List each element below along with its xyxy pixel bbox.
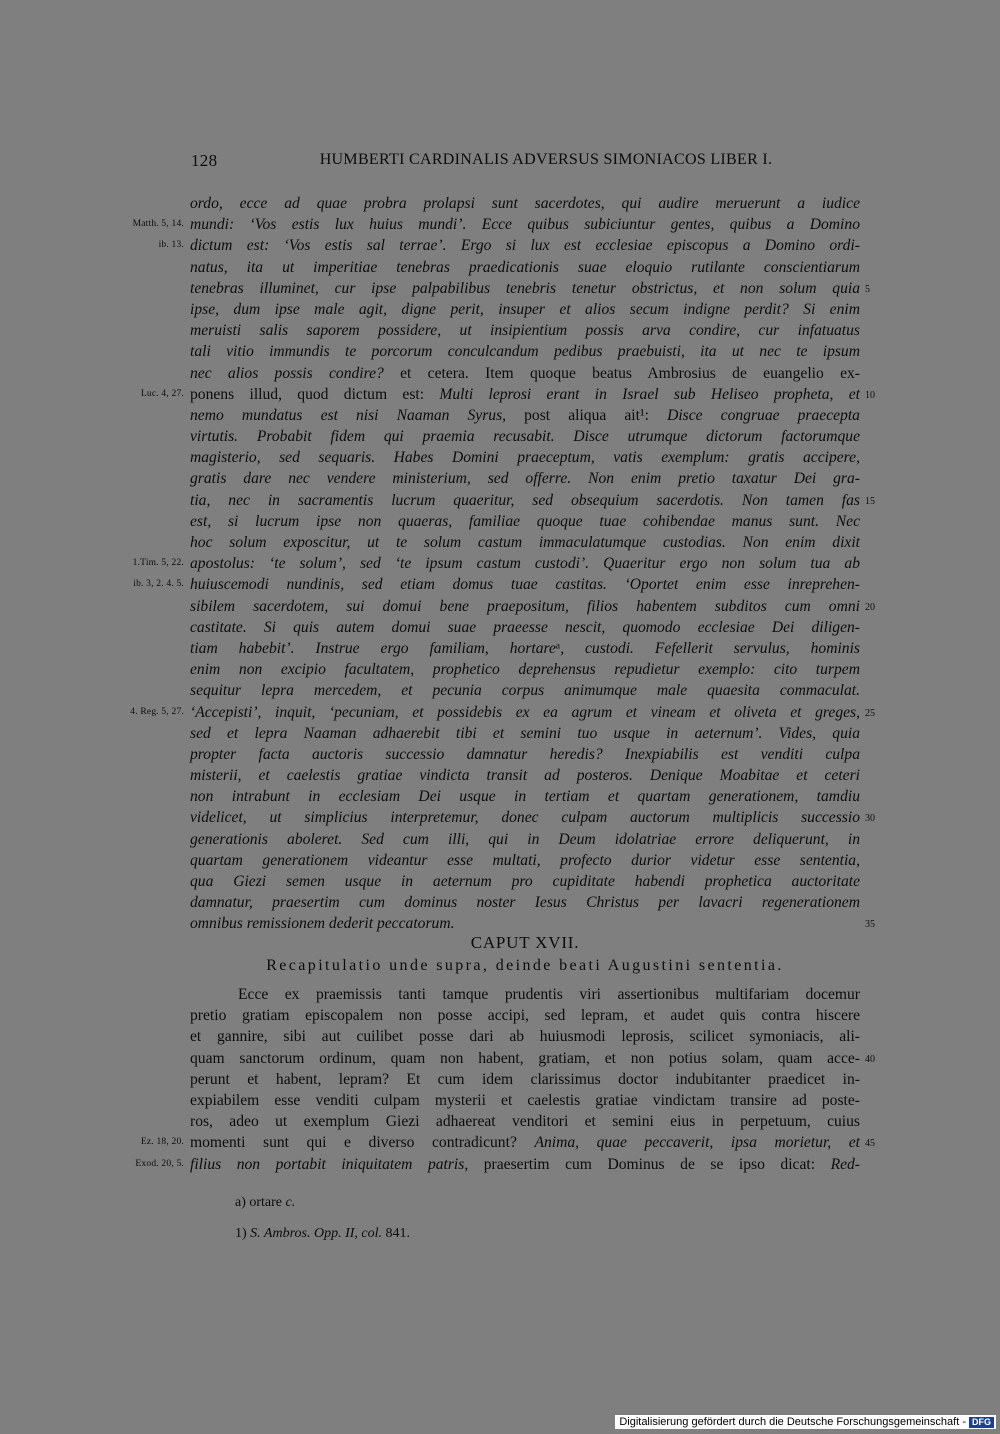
- line-text: [190, 447, 860, 468]
- line-text: [190, 1154, 860, 1175]
- line-text: [190, 490, 860, 511]
- text-run: nec alios possis condire?: [190, 364, 384, 382]
- margin-reference: Exod. 20, 5.: [135, 1158, 184, 1169]
- margin-reference: Luc. 4, 27.: [140, 388, 184, 399]
- text-run: ᵃ: [555, 639, 561, 657]
- text-line: [140, 1132, 875, 1153]
- text-run: a) ortare: [235, 1195, 286, 1210]
- margin-reference: ib. 3, 2. 4. 5.: [133, 579, 184, 590]
- line-text: [190, 257, 860, 278]
- text-run: c.: [285, 1195, 296, 1210]
- running-title: HUMBERTI CARDINALIS ADVERSUS SIMONIACOS LIBER I.: [319, 151, 773, 168]
- text-run: videlicet, ut simplicius interpretemur, donec culpam auctorum multiplicis successio: [190, 809, 860, 827]
- text-run: Multi leprosi erant in Israel sub Heliseo propheta, et: [439, 385, 861, 403]
- text-line: [158, 235, 860, 256]
- chapter-text-block: [135, 984, 875, 1175]
- line-number: 25: [865, 707, 875, 719]
- text-run: S. Ambros. Opp. II, col.: [250, 1226, 382, 1241]
- text-line: [190, 1026, 860, 1047]
- line-text: [190, 744, 860, 765]
- chapter-subtitle: Recapitulatio unde supra, deinde beati Augustini sententia.: [266, 957, 784, 974]
- variant-note: [235, 1195, 295, 1211]
- text-line: [190, 984, 860, 1005]
- text-run: meruisti salis saporem possidere, ut insipientium possis arva condire, cur infatuatus: [190, 322, 860, 340]
- line-text: [190, 1090, 860, 1111]
- page-number: 128: [191, 151, 218, 170]
- line-text: [190, 723, 860, 744]
- text-run: et cetera. Item quoque beatus Ambrosius de euangelio ex-: [383, 364, 860, 382]
- line-text: [190, 363, 860, 384]
- text-line: [190, 723, 860, 744]
- text-run: Ecce ex praemissis tanti tamque prudentis viri assertionibus multifariam docemur: [238, 986, 860, 1003]
- text-line: [190, 511, 860, 532]
- text-line: [190, 363, 860, 384]
- line-text: [190, 341, 860, 362]
- line-text: [190, 532, 860, 553]
- text-run: dictum est: ‘Vos estis sal terrae’. Ergo si lux est ecclesiae episcopus a Domino ordi-: [190, 237, 860, 255]
- margin-reference: 1.Tim. 5, 22.: [132, 558, 184, 569]
- text-run: omnibus remissionem dederit peccatorum.: [190, 915, 455, 933]
- text-run: nemo mundatus est nisi Naaman Syrus,: [190, 406, 507, 424]
- text-run: apostolus: ‘te solum’, sed ‘te ipsum castum custodi’. Quaeritur ergo non solum tua ab: [190, 555, 860, 573]
- line-text: [190, 553, 860, 574]
- text-run: misterii, et caelestis gratiae vindicta transit ad posteros. Denique Moabitae et ceteri: [190, 767, 860, 785]
- margin-reference: ib. 13.: [158, 240, 184, 251]
- chapter-title: CAPUT XVII.: [470, 933, 580, 952]
- line-text: [190, 786, 860, 807]
- text-run: 841.: [382, 1226, 410, 1241]
- source-footnote: [235, 1226, 410, 1242]
- line-text: [190, 511, 860, 532]
- text-line: [190, 193, 860, 214]
- text-run: generationis aboleret. Sed cum illi, qui in Deum idolatriae errore deliquerunt, in: [190, 830, 860, 848]
- text-run: hoc solum exposcitur, ut te solum castum immaculatumque custodias. Non enim dixit: [190, 534, 860, 551]
- line-text: [190, 850, 860, 871]
- text-line: [190, 468, 860, 489]
- text-line: [190, 850, 860, 871]
- text-run: quam sanctorum ordinum, quam non habent, gratiam, et non potius solam, quam acce-: [190, 1049, 860, 1067]
- text-run: ponens illud, quod dictum est:: [190, 385, 440, 403]
- line-number: 35: [865, 919, 875, 931]
- text-line: [190, 341, 860, 362]
- text-run: perunt et habent, lepram? Et cum idem clarissimus doctor indubitanter praedicet in-: [190, 1070, 860, 1088]
- text-run: post aliqua ait¹:: [506, 406, 668, 424]
- text-line: [190, 1005, 860, 1026]
- line-text: [190, 892, 860, 913]
- line-text: [190, 617, 860, 638]
- text-line: [132, 214, 860, 235]
- line-number: 40: [865, 1053, 875, 1065]
- line-text: [190, 426, 860, 447]
- text-run: Anima, quae peccaverit, ipsa morietur, et: [534, 1134, 861, 1152]
- line-text: [190, 278, 860, 299]
- text-line: [190, 320, 860, 341]
- text-run: propter facta auctoris successio damnatur heredis? Inexpiabilis est venditi culpa: [190, 745, 860, 763]
- line-number: 5: [865, 283, 870, 295]
- text-run: quartam generationem videantur esse multati, profecto durior videtur esse sententia,: [190, 851, 860, 869]
- text-run: ordo, ecce ad quae probra prolapsi sunt sacerdotes, qui audire meruerunt a iudice: [190, 195, 860, 212]
- text-line: [190, 405, 860, 426]
- text-line: [190, 617, 860, 638]
- text-run: natus, ita ut imperitiae tenebras praedicationis suae eloquio rutilante conscientiarum: [190, 258, 860, 276]
- line-text: [190, 1111, 860, 1132]
- text-line: [190, 913, 875, 934]
- text-run: tiam habebit’. Instrue ergo familiam, hortare: [190, 639, 556, 657]
- text-run: 1): [235, 1226, 251, 1241]
- text-line: [190, 744, 860, 765]
- text-line: [190, 299, 860, 320]
- line-text: [190, 807, 860, 828]
- text-line: [190, 490, 875, 511]
- text-run: castitate. Si quis autem domui suae praeesse nescit, quomodo ecclesiae Dei diligen-: [190, 618, 860, 636]
- line-text: [190, 405, 860, 426]
- text-line: [140, 384, 875, 405]
- text-line: [190, 1090, 860, 1111]
- main-text-block: [130, 193, 875, 935]
- text-run: momenti sunt qui e diverso contradicunt?: [190, 1134, 535, 1152]
- text-run: expiabilem esse venditi culpam mysterii et caelestis gratiae vindictam transire ad poste-: [190, 1091, 860, 1109]
- text-line: [190, 278, 870, 299]
- text-run: tia, nec in sacramentis lucrum quaeritur, sed obsequium sacerdotis. Non tamen fas: [190, 491, 860, 509]
- text-line: [135, 1154, 860, 1175]
- text-line: [190, 871, 860, 892]
- text-line: [190, 765, 860, 786]
- text-line: [190, 892, 860, 913]
- text-run: tenebras illuminet, cur ipse palpabilibus tenebris tenetur obstrictus, et non solum quia: [190, 279, 860, 297]
- text-line: [190, 447, 860, 468]
- line-text: [190, 1069, 860, 1090]
- text-run: virtutis. Probabit fidem qui praemia recusabit. Disce utrumque dictorum factorumque: [190, 428, 860, 446]
- line-number: 15: [865, 495, 875, 507]
- text-line: [190, 1069, 860, 1090]
- text-line: [190, 596, 875, 617]
- line-text: [190, 765, 860, 786]
- text-line: [130, 702, 875, 723]
- line-number: 10: [865, 389, 875, 401]
- text-run: ‘Accepisti’, inquit, ‘pecuniam, et possidebis ex ea agrum et vineam et oliveta et greges,: [190, 703, 860, 721]
- line-text: [190, 638, 860, 659]
- text-run: sibilem sacerdotem, sui domui bene praepositum, filios habentem subditos cum omni: [190, 597, 860, 615]
- line-text: [190, 1048, 860, 1069]
- line-text: [190, 984, 860, 1005]
- digitization-footer: [615, 1415, 996, 1429]
- line-text: [190, 680, 860, 701]
- line-text: [190, 596, 860, 617]
- text-line: [190, 638, 860, 659]
- text-line: [190, 680, 860, 701]
- text-run: tali vitio immundis te porcorum conculcandum pedibus praebuisti, ita ut nec te ipsum: [190, 343, 860, 361]
- line-number: 45: [865, 1138, 875, 1150]
- line-text: [190, 1005, 860, 1026]
- dfg-logo: DFG: [969, 1417, 994, 1428]
- text-line: [190, 659, 860, 680]
- margin-reference: Matth. 5, 14.: [132, 219, 184, 230]
- text-line: [190, 532, 860, 553]
- text-run: gratis dare nec vendere ministerium, sed offerre. Non enim pretio taxatur Dei gra-: [190, 470, 860, 488]
- margin-reference: Ez. 18, 20.: [140, 1137, 184, 1148]
- text-line: [190, 1048, 875, 1069]
- line-number: 20: [865, 601, 875, 613]
- text-run: Red-: [830, 1155, 860, 1173]
- text-line: [190, 257, 860, 278]
- text-run: Disce congruae praecepta: [667, 406, 860, 424]
- text-run: ros, adeo ut exemplum Giezi adhaereat venditori et semini eius in perpetuum, cuius: [190, 1113, 860, 1131]
- text-run: huiuscemodi nundinis, sed etiam domus tuae castitas. ‘Oportet enim esse inreprehen-: [190, 576, 860, 594]
- footer-text: Digitalisierung gefördert durch die Deutsche Forschungsgemeinschaft -: [619, 1416, 966, 1428]
- text-line: [190, 1111, 860, 1132]
- line-text: [190, 193, 860, 214]
- text-run: non intrabunt in ecclesiam Dei usque in tertiam et quartam generationem, tamdiu: [190, 788, 860, 806]
- text-run: ipse, dum ipse male agit, digne perit, insuper et alios secum indigne perdit? Si enim: [190, 300, 860, 318]
- line-text: [190, 299, 860, 320]
- line-text: [190, 320, 860, 341]
- line-text: [190, 1026, 860, 1047]
- text-run: enim non excipio facultatem, prophetico deprehensus repudietur exemplo: cito turpem: [190, 661, 860, 679]
- text-run: , custodi. Fefellerit servulus, hominis: [560, 639, 860, 657]
- line-text: [190, 214, 860, 235]
- line-text: [190, 913, 860, 934]
- text-run: filius non portabit iniquitatem patris,: [190, 1155, 469, 1173]
- text-run: qua Giezi semen usque in aeternum pro cupiditate habendi prophetica auctoritate: [190, 873, 860, 890]
- margin-reference: 4. Reg. 5, 27.: [130, 706, 184, 717]
- text-line: [132, 553, 860, 574]
- page-header: [191, 151, 861, 175]
- text-line: [190, 786, 860, 807]
- text-run: praesertim cum Dominus de se ipso dicat:: [468, 1155, 831, 1173]
- text-run: damnatur, praesertim cum dominus noster Iesus Christus per lavacri regenerationem: [190, 894, 860, 912]
- line-text: [190, 702, 860, 723]
- text-line: [190, 829, 860, 850]
- line-number: 30: [865, 813, 875, 825]
- text-run: sequitur lepra mercedem, et pecunia corpus animumque male quaesita commaculat.: [190, 682, 860, 700]
- line-text: [190, 659, 860, 680]
- text-run: est, si lucrum ipse non quaeras, familiae quoque tuae cohibendae manus sunt. Nec: [190, 512, 860, 530]
- line-text: [190, 1132, 860, 1153]
- text-line: [190, 426, 860, 447]
- line-text: [190, 468, 860, 489]
- line-text: [190, 829, 860, 850]
- text-run: et gannire, sibi aut cuilibet posse dari ab huiusmodi leprosis, scilicet symoniacis, ali-: [190, 1028, 860, 1046]
- text-line: [133, 574, 860, 595]
- text-run: mundi: ‘Vos estis lux huius mundi’. Ecce quibus subiciuntur gentes, quibus a Domino: [190, 216, 860, 234]
- line-text: [190, 384, 860, 405]
- text-run: pretio gratiam episcopalem non posse accipi, sed lepram, et audet quis contra hiscere: [190, 1007, 860, 1025]
- line-text: [190, 235, 860, 256]
- line-text: [190, 871, 860, 892]
- text-run: magisterio, sed sequaris. Habes Domini praeceptum, vatis exemplum: gratis accipere,: [190, 449, 860, 467]
- text-run: sed et lepra Naaman adhaerebit tibi et semini tuo usque in aeternum’. Vides, quia: [190, 724, 860, 742]
- text-line: [190, 807, 875, 828]
- line-text: [190, 574, 860, 595]
